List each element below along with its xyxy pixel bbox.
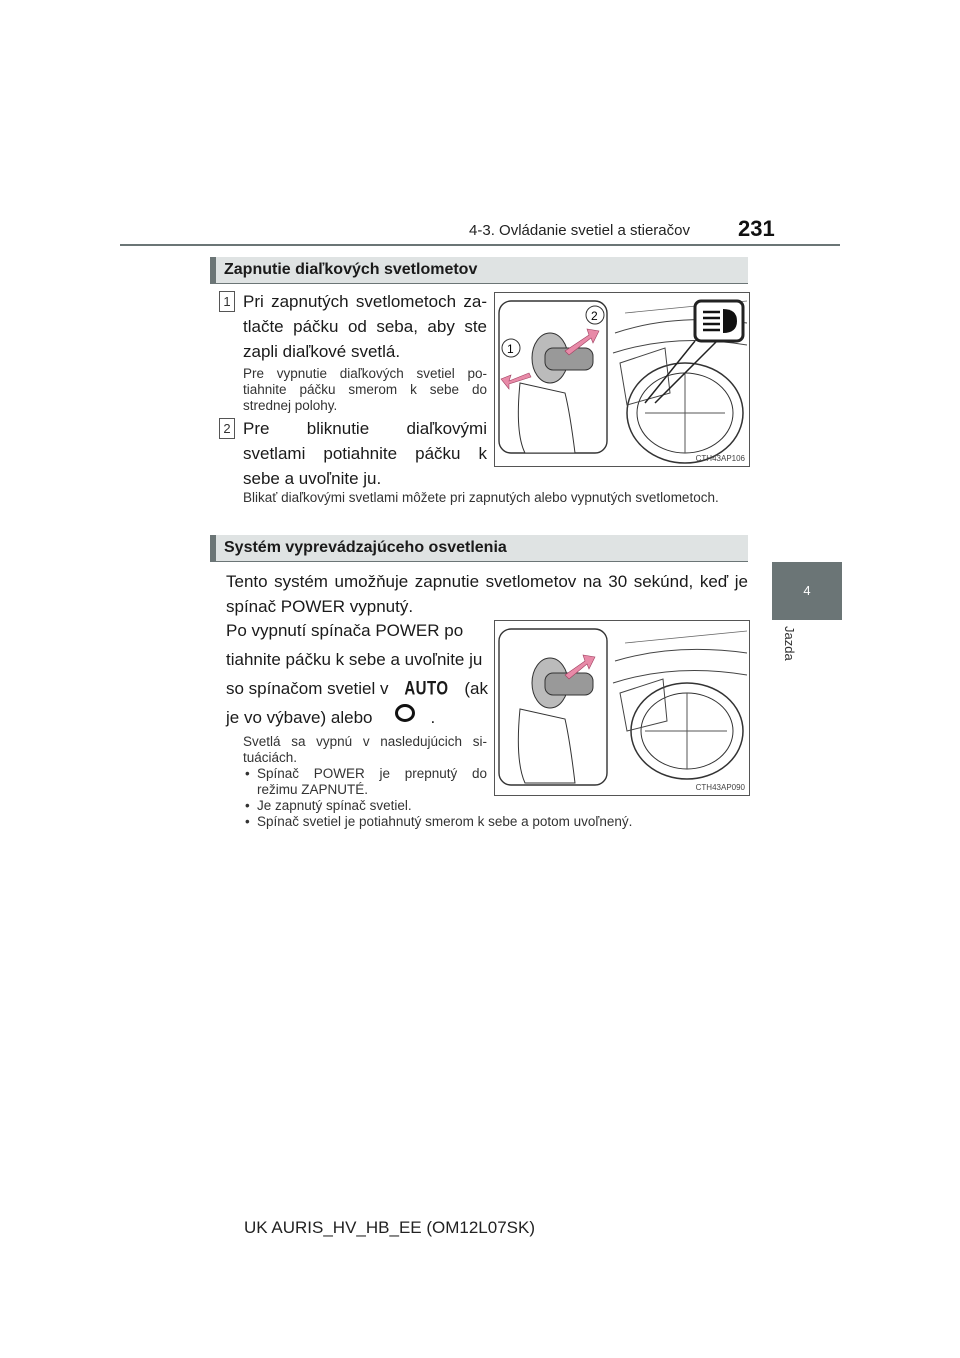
list-item: • Spínač POWER je prepnutý do režimu ZAPNUTÉ. bbox=[243, 766, 487, 798]
callout-2: 2 bbox=[591, 309, 598, 323]
follow-me-home-illustration bbox=[495, 621, 749, 795]
header-rule bbox=[120, 244, 840, 246]
running-header-section: 4-3. Ovládanie svetiel a stieračov bbox=[469, 222, 690, 239]
step-1-text: Pri zapnutých svetlometoch zatlačte páčku od seba, aby ste zapli diaľkové svetlá. bbox=[243, 292, 487, 361]
instruction-line-4: je vo výbave) alebo . bbox=[226, 703, 488, 732]
section-title-follow-me-home: Systém vyprevádzajúceho osvetlenia bbox=[210, 535, 748, 561]
section-rule bbox=[210, 561, 748, 562]
list-item: • Spínač svetiel je potiahnutý smerom k sebe a potom uvoľnený. bbox=[243, 814, 757, 830]
figure-code: CTH43AP106 bbox=[695, 454, 745, 463]
section-2-note bbox=[243, 734, 633, 830]
section-rule bbox=[210, 283, 748, 284]
page-number: 231 bbox=[738, 216, 775, 241]
section-2-instruction bbox=[226, 616, 488, 732]
auto-switch-icon: AUTO bbox=[404, 677, 449, 700]
footer-model-code: UK AURIS_HV_HB_EE (OM12L07SK) bbox=[244, 1218, 536, 1237]
callout-1: 1 bbox=[507, 342, 514, 356]
high-beam-illustration bbox=[495, 293, 749, 466]
note-intro: Svetlá sa vypnú v nasledujúcich situáciách. bbox=[243, 734, 487, 765]
step-badge-2: 2 bbox=[219, 418, 235, 439]
section-2-intro: Tento systém umožňuje zapnutie svetlometov na 30 sekúnd, keď je spínač POWER vypnutý. bbox=[226, 572, 748, 616]
conditions-list bbox=[243, 766, 633, 830]
instruction-line-2: tiahnite páčku k sebe a uvoľnite ju bbox=[226, 650, 483, 669]
step-2-note: Blikať diaľkovými svetlami môžete pri zapnutých alebo vypnutých svetlometoch. bbox=[243, 490, 719, 505]
figure-follow-me-home bbox=[494, 620, 750, 796]
figure-high-beam-lever bbox=[494, 292, 750, 467]
chapter-tab: 4 bbox=[772, 562, 842, 620]
section-title-high-beam: Zapnutie diaľkových svetlometov bbox=[210, 257, 748, 283]
instruction-line-1: Po vypnutí spínača POWER po bbox=[226, 621, 464, 640]
list-item: • Je zapnutý spínač svetiel. bbox=[243, 798, 737, 814]
chapter-tab-label: Jazda bbox=[782, 626, 797, 661]
figure-code: CTH43AP090 bbox=[695, 783, 745, 792]
instruction-line-3: so spínačom svetiel v AUTO (ak bbox=[226, 674, 488, 703]
step-badge-1: 1 bbox=[219, 291, 235, 312]
step-2-text: Pre bliknutie diaľkovými svetlami potiahnite páčku k sebe a uvoľnite ju. bbox=[243, 419, 487, 488]
step-1-note: Pre vypnutie diaľkových svetiel potiahnite páčku smerom k sebe do strednej polohy. bbox=[243, 366, 487, 413]
